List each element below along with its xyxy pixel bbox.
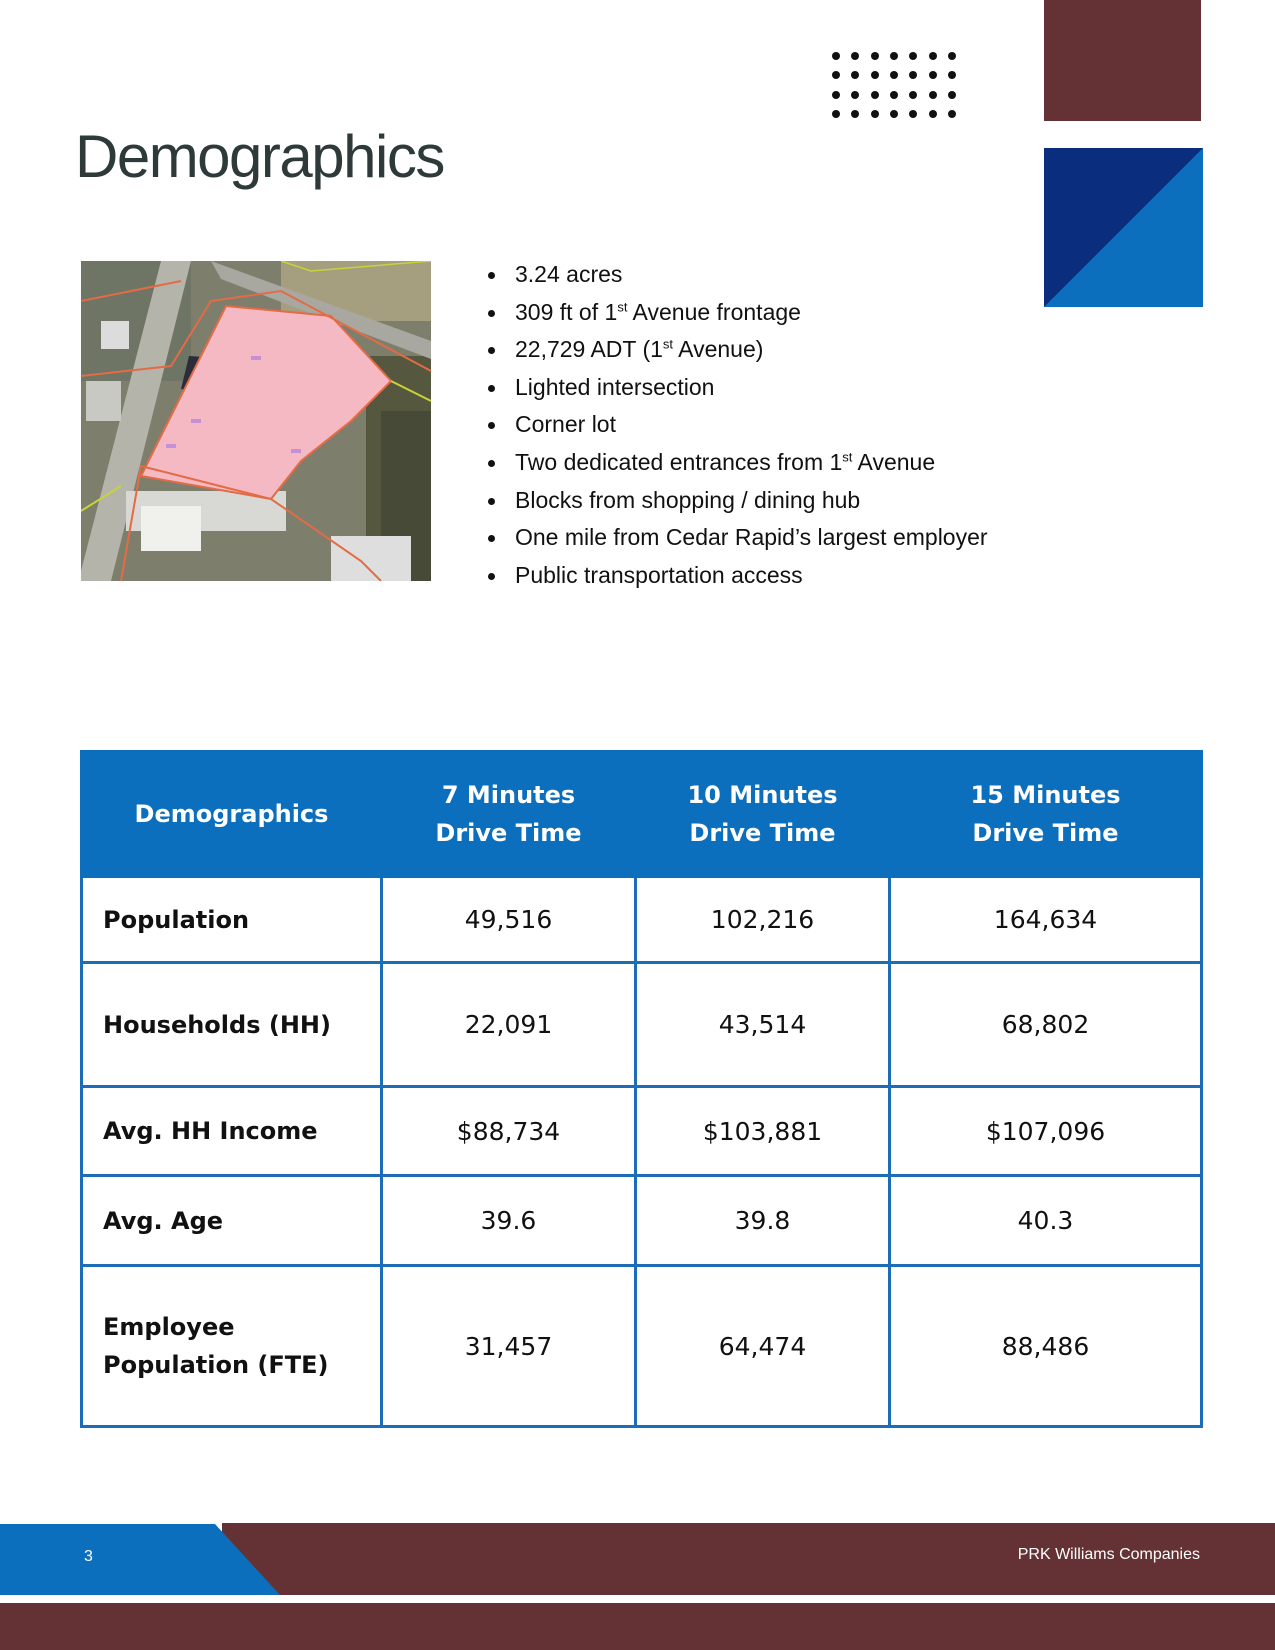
footer-bottom-band [0,1603,1275,1650]
table-cell: 22,091 [382,963,636,1087]
row-label-avg-age: Avg. Age [82,1176,382,1266]
table-cell: 39.6 [382,1176,636,1266]
table-row [82,1087,1202,1176]
property-feature-list [488,258,988,596]
row-label-households: Households (HH) [82,963,382,1087]
feature-item: 3.24 acres [488,258,988,296]
table-cell: 102,216 [636,877,890,963]
table-header-row [82,752,1202,877]
table-cell: 39.8 [636,1176,890,1266]
header-7-minutes: 7 Minutes Drive Time [382,752,636,877]
table-cell: 164,634 [890,877,1202,963]
row-label-employee-population: Employee Population (FTE) [82,1266,382,1427]
feature-item: Public transportation access [488,559,988,597]
decorative-maroon-block [1044,0,1201,121]
feature-item: 309 ft of 1st Avenue frontage [488,296,988,334]
header-10-minutes: 10 Minutes Drive Time [636,752,890,877]
table-cell: 64,474 [636,1266,890,1427]
footer-company-name: PRK Williams Companies [1017,1546,1200,1563]
footer-divider-stripe [0,1596,1275,1603]
header-demographics: Demographics [82,752,382,877]
table-row [82,963,1202,1087]
row-label-avg-hh-income: Avg. HH Income [82,1087,382,1176]
table-cell: 88,486 [890,1266,1202,1427]
decorative-blue-triangle-block [1044,148,1203,307]
table-cell: 40.3 [890,1176,1202,1266]
site-aerial-map [81,261,431,581]
table-row [82,1266,1202,1427]
table-cell: $88,734 [382,1087,636,1176]
table-cell: 43,514 [636,963,890,1087]
row-label-population: Population [82,877,382,963]
table-cell: $107,096 [890,1087,1202,1176]
table-row [82,877,1202,963]
header-15-minutes: 15 Minutes Drive Time [890,752,1202,877]
decorative-dot-grid [826,46,962,124]
table-cell: 49,516 [382,877,636,963]
feature-item: 22,729 ADT (1st Avenue) [488,333,988,371]
table-cell: 31,457 [382,1266,636,1427]
table-cell: 68,802 [890,963,1202,1087]
demographics-table [80,750,1203,1428]
table-row [82,1176,1202,1266]
feature-item: Lighted intersection [488,371,988,409]
feature-item: Blocks from shopping / dining hub [488,484,988,522]
table-cell: $103,881 [636,1087,890,1176]
page-number: 3 [84,1548,93,1565]
feature-item: Corner lot [488,408,988,446]
page-title: Demographics [75,123,444,190]
feature-item: One mile from Cedar Rapid’s largest employer [488,521,988,559]
feature-item: Two dedicated entrances from 1st Avenue [488,446,988,484]
